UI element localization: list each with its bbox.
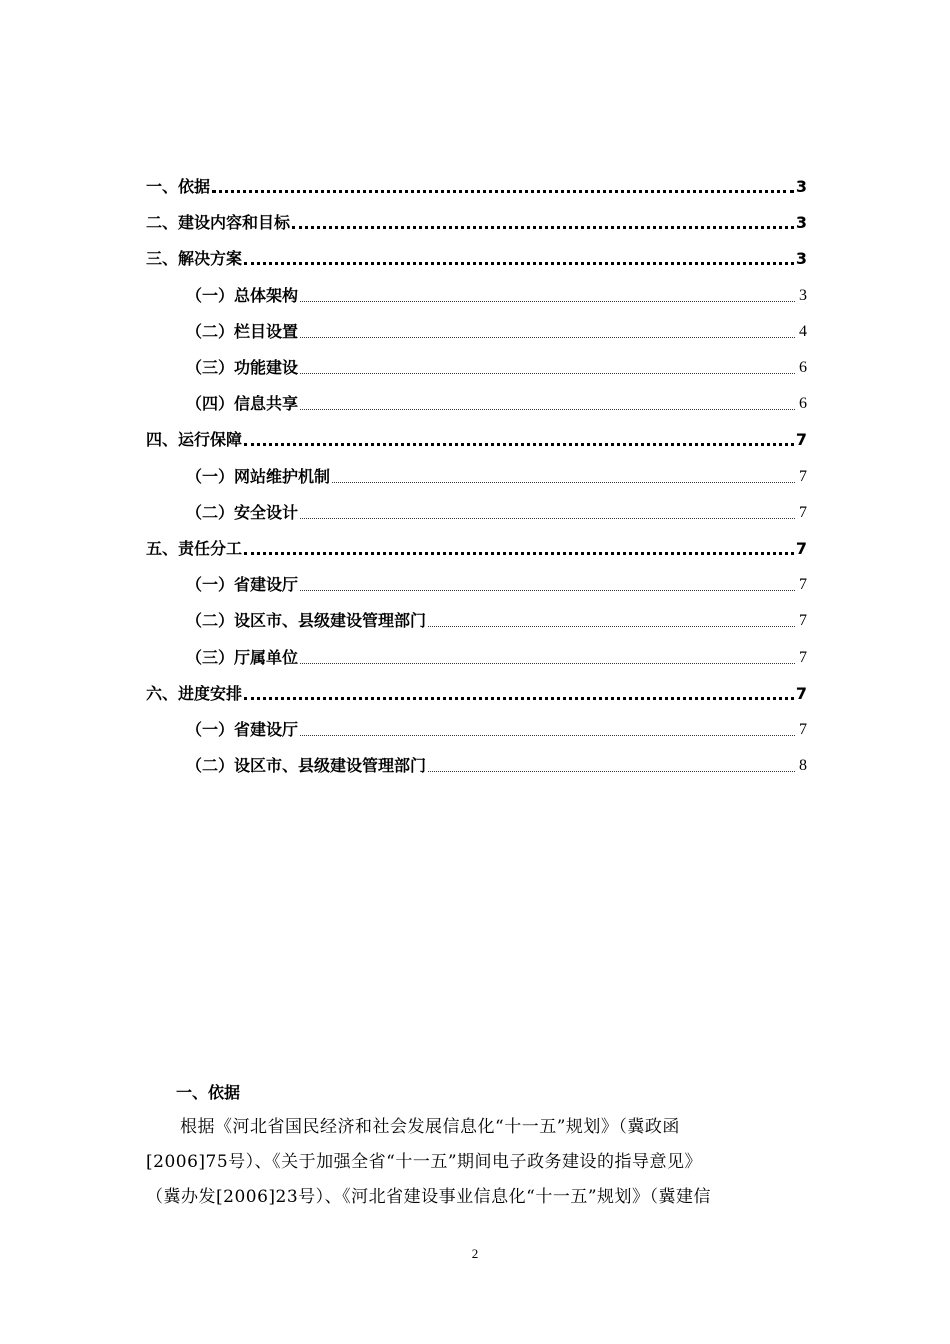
toc-entry-page: 3	[795, 177, 807, 196]
toc-leader-dots	[300, 518, 795, 519]
toc-entry-page: 7	[799, 503, 807, 521]
toc-entry[interactable]	[0, 713, 807, 741]
toc-entry[interactable]	[0, 749, 807, 777]
toc-leader-dots	[300, 337, 795, 338]
toc-entry-title: （一）省建设厅	[186, 575, 299, 595]
section-heading: 一、依据	[176, 1083, 241, 1102]
toc-entry-page: 7	[799, 576, 807, 594]
toc-entry[interactable]	[0, 532, 807, 560]
toc-entry-title: 六、进度安排	[146, 683, 243, 703]
toc-entry-title: 二、建设内容和目标	[146, 213, 291, 233]
toc-entry-page: 8	[799, 757, 807, 775]
toc-leader-dots	[244, 443, 794, 446]
toc-entry[interactable]	[0, 423, 807, 451]
toc-leader-dots	[244, 697, 794, 700]
body-paragraph	[146, 1110, 808, 1215]
toc-entry[interactable]	[0, 641, 807, 669]
paragraph-line: （冀办发[2006]23号）、《河北省建设事业信息化“十一五”规划》（冀建信	[146, 1187, 712, 1207]
toc-entry[interactable]	[0, 279, 807, 307]
toc-entry-page: 7	[799, 648, 807, 666]
toc-entry[interactable]	[0, 351, 807, 379]
toc-entry[interactable]	[0, 496, 807, 524]
toc-entry-page: 6	[799, 359, 807, 376]
toc-entry-page: 3	[795, 213, 807, 233]
toc-entry[interactable]	[0, 604, 807, 632]
toc-entry[interactable]	[0, 242, 807, 270]
toc-leader-dots	[332, 482, 795, 483]
toc-entry-page: 6	[799, 395, 807, 413]
toc-leader-dots	[300, 373, 795, 374]
page-number: 2	[471, 1246, 479, 1261]
toc-leader-dots	[292, 226, 794, 229]
toc-entry-page: 7	[795, 683, 807, 703]
toc-entry-page: 3	[795, 249, 807, 269]
toc-entry-title: （四）信息共享	[186, 394, 299, 414]
toc-entry-page: 3	[799, 286, 807, 304]
toc-leader-dots	[300, 301, 795, 302]
toc-leader-dots	[300, 735, 795, 736]
toc-entry-title: （三）功能建设	[186, 358, 299, 377]
toc-entry-title: （一）网站维护机制	[186, 466, 331, 486]
paragraph-line: 根据《河北省国民经济和社会发展信息化“十一五”规划》（冀政函	[180, 1117, 680, 1137]
toc-leader-dots	[300, 590, 795, 591]
toc-entry-page: 7	[799, 612, 807, 630]
toc-entry-title: （一）总体架构	[186, 285, 299, 305]
toc-leader-dots	[244, 552, 794, 555]
toc-entry[interactable]	[0, 387, 807, 415]
toc-entry[interactable]	[0, 677, 807, 705]
paragraph-line: [2006]75号）、《关于加强全省“十一五”期间电子政务建设的指导意见》	[146, 1152, 703, 1172]
toc-entry-page: 7	[799, 721, 807, 738]
toc-entry-page: 7	[795, 430, 807, 450]
toc-entry-page: 7	[799, 467, 807, 485]
toc-entry-title: 一、依据	[146, 177, 211, 196]
toc-entry-title: （一）省建设厅	[186, 720, 299, 739]
toc-leader-dots	[300, 409, 795, 410]
toc-leader-dots	[428, 771, 795, 772]
toc-entry-title: 三、解决方案	[146, 249, 243, 269]
toc-entry-page: 4	[799, 322, 807, 340]
toc-entry[interactable]	[0, 568, 807, 596]
toc-entry[interactable]	[0, 460, 807, 488]
toc-leader-dots	[300, 663, 795, 664]
toc-entry-page: 7	[795, 539, 807, 558]
toc-entry-title: （二）安全设计	[186, 502, 299, 522]
toc-entry-title: （三）厅属单位	[186, 647, 299, 667]
toc-leader-dots	[212, 190, 794, 193]
toc-entry[interactable]	[0, 170, 807, 198]
toc-entry-title: （二）设区市、县级建设管理部门	[186, 611, 427, 631]
toc-entry-title: 五、责任分工	[146, 539, 243, 558]
toc-leader-dots	[428, 626, 795, 627]
toc-entry[interactable]	[0, 315, 807, 343]
toc-entry-title: （二）设区市、县级建设管理部门	[186, 756, 427, 776]
toc-entry-title: （二）栏目设置	[186, 321, 299, 341]
toc-entry-title: 四、运行保障	[146, 430, 243, 450]
toc-entry[interactable]	[0, 206, 807, 234]
toc-leader-dots	[244, 262, 794, 265]
